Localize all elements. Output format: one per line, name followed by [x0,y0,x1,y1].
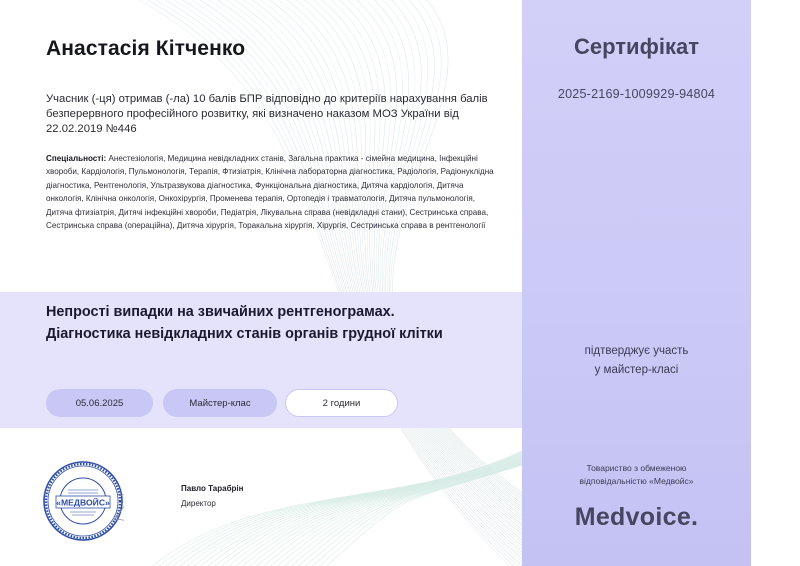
event-type-badge: Майстер-клас [163,389,277,417]
certificate-title: Сертифікат [574,34,699,59]
recipient-name: Анастасія Кітченко [46,37,246,60]
achievement-description: Учасник (-ця) отримав (-ла) 10 балів БПР відповідно до критеріїв нарахування балів безперервного професійного розвитку, які визначено наказом МОЗ України від 22.02.2019 №446 [46,93,488,135]
issuer-company [522,462,751,488]
specialties-block [46,152,496,232]
signatory-name: Павло Тарабрін [181,484,244,493]
signatory-position: Директор [181,499,216,508]
course-title-line-1: Непрості випадки на звичайних рентгенограмах. [46,304,395,320]
company-seal-stamp [42,460,124,542]
certificate-number: 2025-2169-1009929-94804 [557,87,716,101]
specialties-label: Спеціальності: [46,154,107,163]
confirmation-line-1: підтверджує участь [584,345,689,357]
course-title-line-2: Діагностика невідкладних станів органів грудної клітки [46,326,443,342]
medvoice-logo: Medvoice. [574,503,699,531]
svg-text:«МЕДВОЙС»: «МЕДВОЙС» [56,497,110,508]
event-date-badge: 05.06.2025 [46,389,153,417]
participation-confirmation [522,342,751,380]
company-line-2: відповідальністю «Медвойс» [579,476,694,486]
course-title [46,301,516,345]
specialties-list: Анестезіологія, Медицина невідкладних станів, Загальна практика - сімейна медицина, Інфекційні хвороби, Кардіологія, Пульмонологія, Терапія, Фтизіатрія, Клінічна лабораторна діагностика, Радіологія, Радіонуклідна діагностика, Рентгенологія, Ультразвукова діагностика, Функціональна діагностика, Дитяча кардіологія, Дитяча онкологія, Клінічна онкологія, Онкохірургія, Променева терапія, Ортопедія і травматологія, Дитяча пульмонологія, Дитяча фтизіатрія, Дитячі інфекційні хвороби, Педіатрія, Лікувальна справа (невідкладні стани), Сестринська справа, Сестринська справа (операційна), Дитяча хірургія, Торакальна хірургія, Хірургія, Сестринська справа в рентгенології [46,154,494,231]
company-line-1: Товариство з обмеженою [586,463,687,473]
confirmation-line-2: у майстер-класі [594,364,679,376]
event-duration-badge: 2 години [285,389,398,417]
